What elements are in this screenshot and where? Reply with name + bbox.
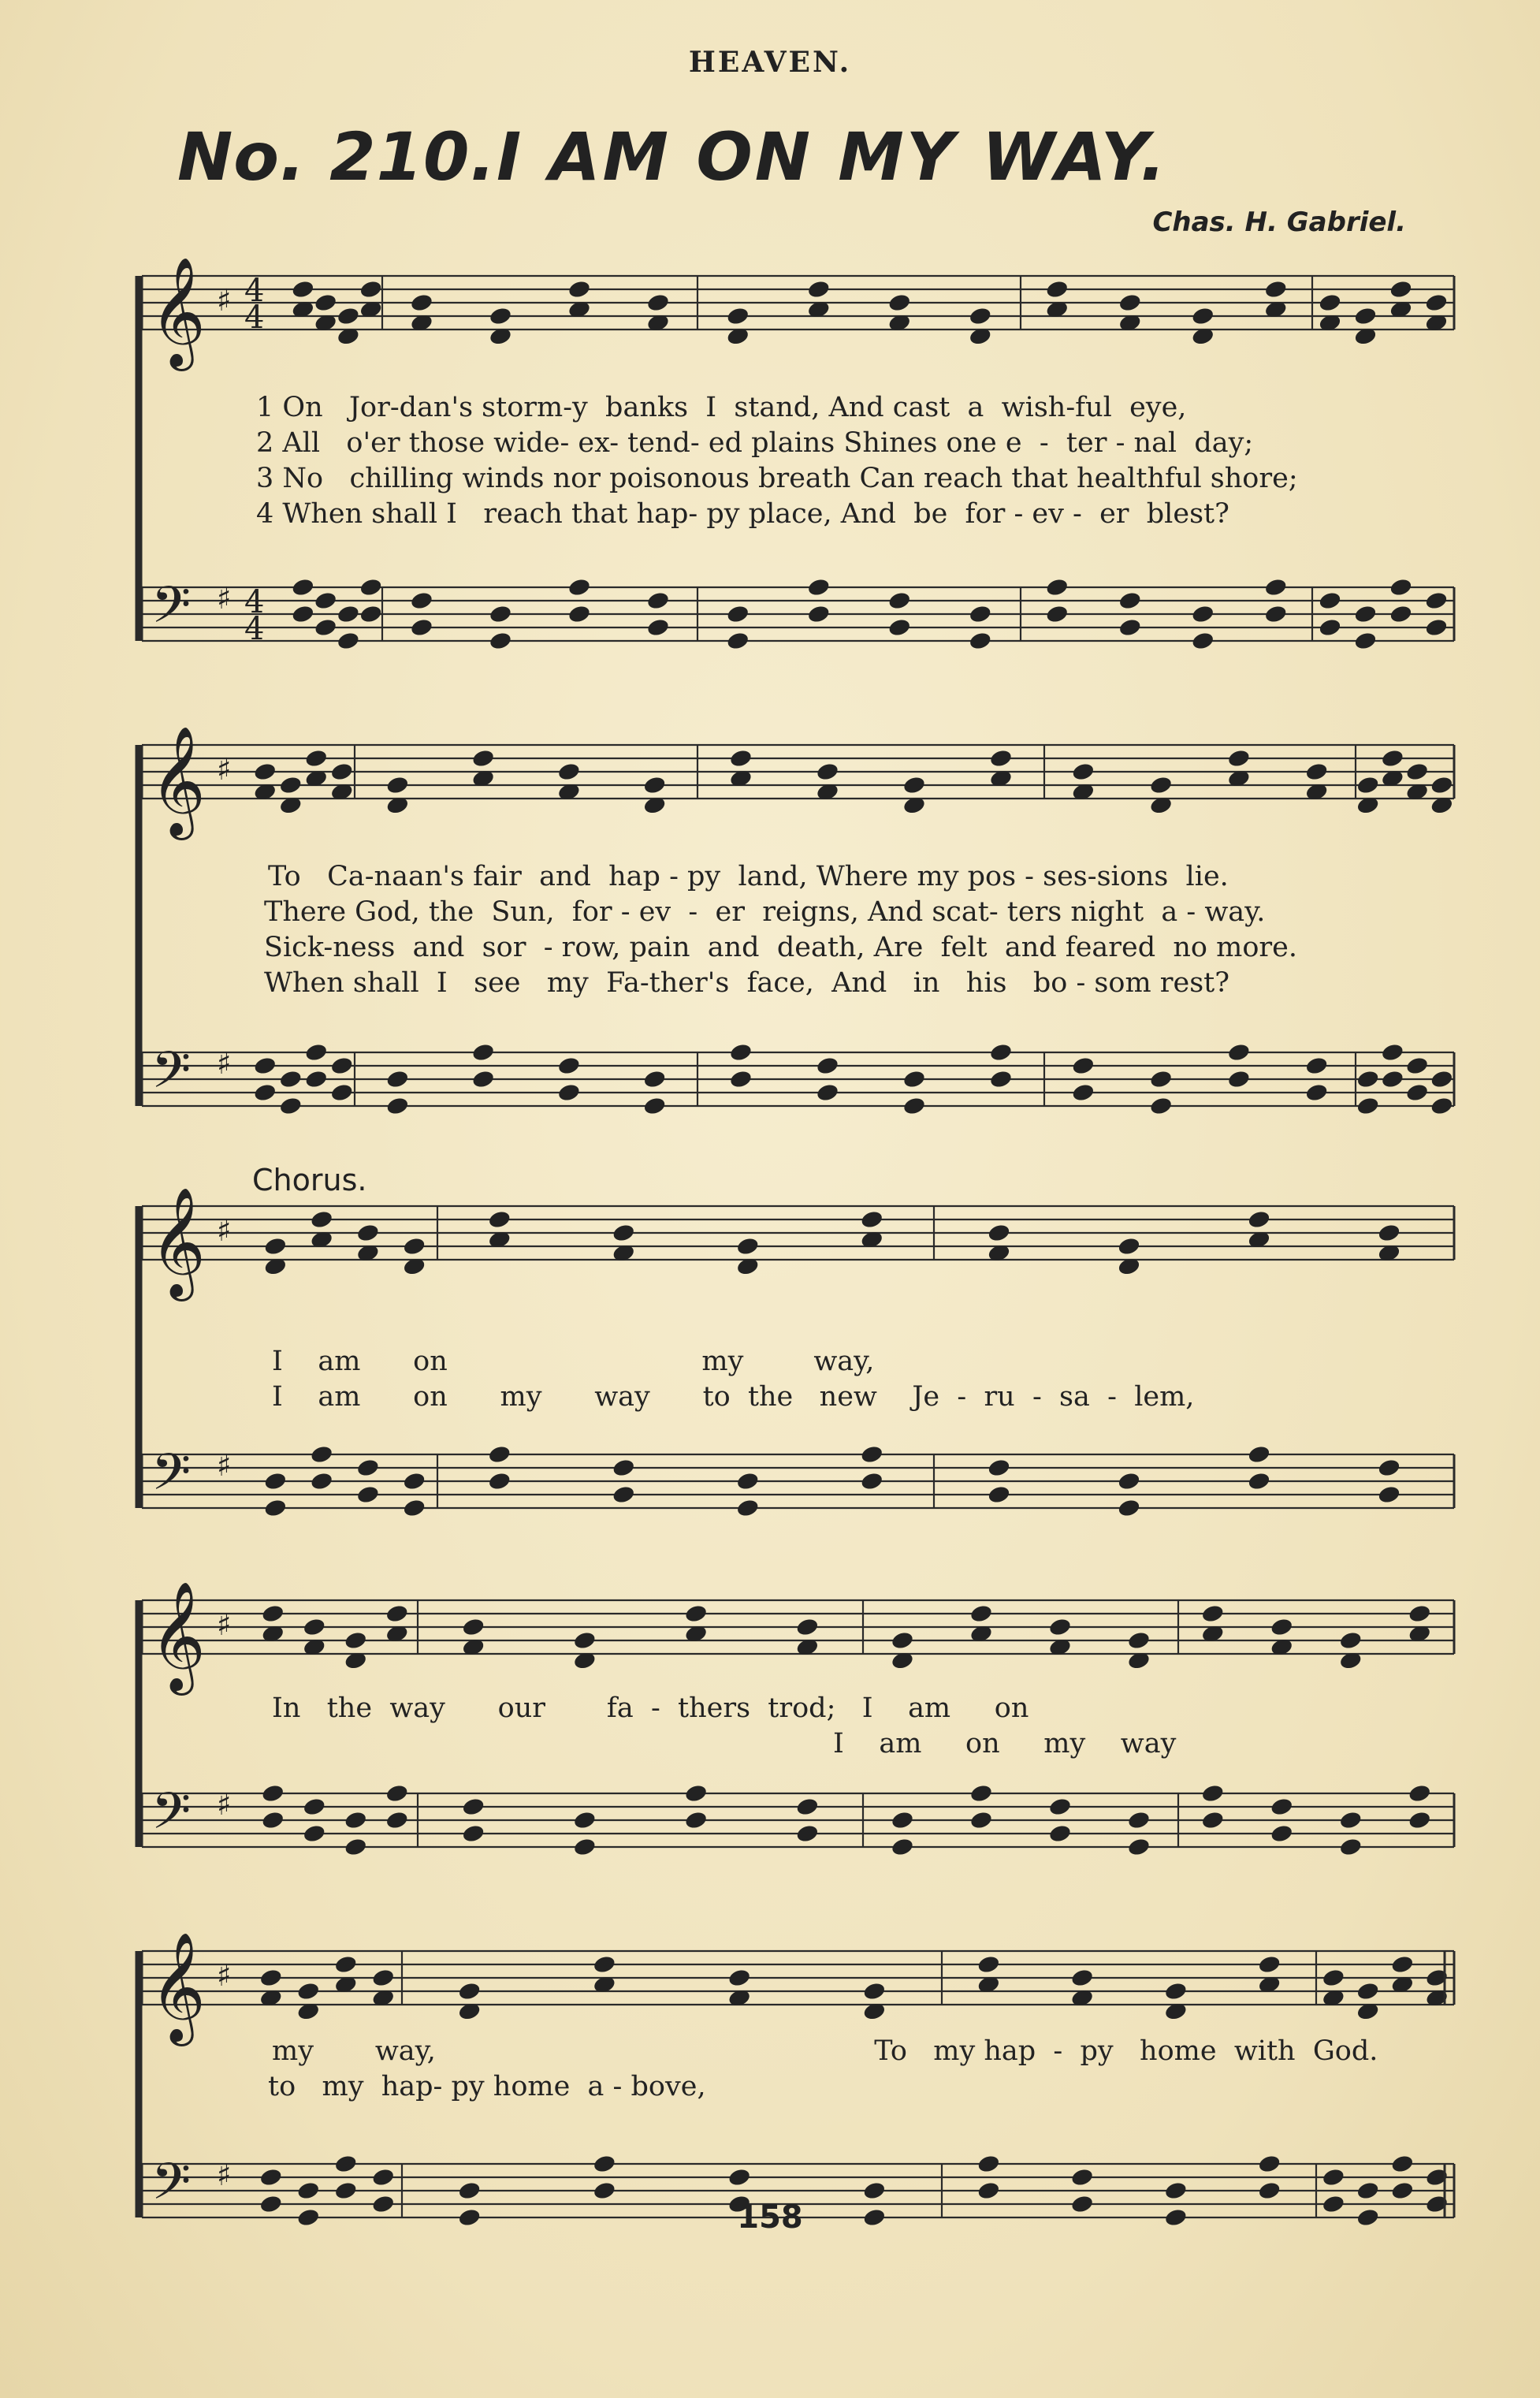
note-head [471, 1069, 496, 1089]
note-head [1117, 1236, 1141, 1257]
note-head [461, 1617, 485, 1637]
note-head [471, 1042, 496, 1063]
note-head [385, 1603, 409, 1624]
note-head [1304, 1056, 1329, 1076]
note-head [457, 1981, 482, 2001]
note-head [806, 577, 831, 598]
note-head [1247, 1471, 1271, 1491]
note-head [860, 1444, 884, 1465]
note-head [1118, 292, 1142, 313]
note-head [684, 1783, 709, 1804]
chorus-line-3-melody: my way, To my hap - py home with God. [272, 2035, 1378, 2067]
note-head [314, 590, 338, 611]
note-head [1164, 2180, 1188, 2201]
note-head [356, 1223, 381, 1243]
note-head [612, 1458, 636, 1478]
note-head [489, 631, 513, 651]
note-head [402, 1471, 426, 1491]
note-head [1191, 306, 1215, 326]
note-head [1127, 1837, 1151, 1857]
note-head [1338, 1630, 1363, 1651]
note-head [593, 2180, 617, 2201]
note-head [1408, 1603, 1432, 1624]
note-head [371, 1968, 396, 1988]
note-head [1405, 761, 1430, 782]
note-head [1270, 1617, 1294, 1637]
note-head [795, 1617, 820, 1637]
note-head [329, 761, 354, 782]
note-head [816, 1056, 840, 1076]
note-head [1430, 775, 1454, 795]
note-head [968, 604, 992, 624]
note-head [593, 2154, 617, 2174]
note-head [795, 1823, 820, 1844]
note-head [969, 1783, 994, 1804]
note-head [487, 1209, 511, 1230]
note-head [1117, 1471, 1141, 1491]
note-head [684, 1603, 709, 1624]
note-head [291, 279, 315, 300]
note-head [816, 1082, 840, 1103]
note-head [1070, 1968, 1095, 1988]
treble-clef: 𝄞 [150, 1581, 206, 1691]
note-head [253, 1056, 277, 1076]
verse-3-line-2: Sick-ness and sor - row, pain and death, Are felt and feared no more. [264, 932, 1297, 963]
note-head [612, 1484, 636, 1505]
note-head [263, 1236, 288, 1257]
note-head [402, 1498, 426, 1518]
note-head [296, 2180, 321, 2201]
note-head [1118, 617, 1142, 638]
note-head [333, 2154, 358, 2174]
note-head [1405, 1082, 1430, 1103]
note-head [1424, 292, 1449, 313]
note-head [902, 775, 927, 795]
note-head [1270, 1823, 1294, 1844]
note-head [1377, 1223, 1401, 1243]
note-head [902, 1069, 927, 1089]
note-head [557, 1056, 582, 1076]
note-head [457, 2180, 482, 2201]
note-head [642, 1096, 667, 1116]
note-head [1227, 1069, 1252, 1089]
treble-clef: 𝄞 [150, 726, 206, 836]
note-head [1227, 1042, 1252, 1063]
key-sharp: ♯ [217, 1787, 232, 1822]
note-head [461, 1823, 485, 1844]
note-head [304, 748, 329, 769]
note-head [356, 1458, 381, 1478]
note-head [1304, 1082, 1329, 1103]
note-head [371, 2167, 396, 2188]
note-head [1247, 1209, 1271, 1230]
note-head [557, 761, 582, 782]
note-head [278, 775, 303, 795]
note-head [337, 306, 361, 326]
note-head [1117, 1498, 1141, 1518]
verse-4-line-1: 4 When shall I reach that hap- py place, And be for - ev - er blest? [256, 498, 1229, 530]
note-head [1048, 1797, 1073, 1817]
note-head [989, 748, 1014, 769]
note-head [1356, 1069, 1380, 1089]
note-head [1045, 279, 1069, 300]
bass-clef: 𝄢 [151, 576, 192, 647]
note-head [302, 1823, 326, 1844]
note-head [302, 1617, 326, 1637]
note-head [410, 590, 434, 611]
note-head [310, 1209, 334, 1230]
note-head [1149, 1096, 1174, 1116]
note-head [1381, 1069, 1405, 1089]
note-head [489, 604, 513, 624]
note-head [987, 1223, 1011, 1243]
note-head [646, 292, 671, 313]
note-head [726, 604, 750, 624]
note-head [968, 631, 992, 651]
note-head [1164, 1981, 1188, 2001]
note-head [291, 604, 315, 624]
note-head [860, 1209, 884, 1230]
note-head [1200, 1603, 1225, 1624]
bass-clef: 𝄢 [151, 1443, 192, 1514]
note-head [402, 1236, 426, 1257]
note-head [1381, 748, 1405, 769]
note-head [385, 775, 410, 795]
note-head [259, 2167, 283, 2188]
note-head [263, 1498, 288, 1518]
note-head [344, 1630, 368, 1651]
note-head [1191, 631, 1215, 651]
note-head [410, 617, 434, 638]
note-head [729, 1069, 753, 1089]
note-head [1071, 1082, 1095, 1103]
note-head [1127, 1810, 1151, 1830]
note-head [1149, 775, 1174, 795]
note-head [976, 1954, 1001, 1975]
note-head [253, 761, 277, 782]
key-sharp: ♯ [217, 1448, 232, 1483]
note-head [1430, 1096, 1454, 1116]
note-head [1353, 306, 1378, 326]
note-head [646, 590, 671, 611]
note-head [1377, 1458, 1401, 1478]
note-head [862, 2180, 887, 2201]
note-head [642, 1069, 667, 1089]
note-head [887, 590, 912, 611]
note-head [489, 306, 513, 326]
bass-clef: 𝄢 [151, 2153, 192, 2224]
note-head [1045, 604, 1069, 624]
note-head [1270, 1797, 1294, 1817]
note-head [1318, 617, 1342, 638]
note-head [1424, 590, 1449, 611]
note-head [684, 1810, 709, 1830]
note-head [296, 1981, 321, 2001]
note-head [567, 577, 592, 598]
note-head [573, 1630, 597, 1651]
note-head [902, 1096, 927, 1116]
note-head [1405, 1056, 1430, 1076]
note-head [1071, 761, 1095, 782]
note-head [259, 1968, 283, 1988]
note-head [1257, 2180, 1281, 2201]
note-head [860, 1471, 884, 1491]
note-head [1408, 1810, 1432, 1830]
note-head [291, 577, 315, 598]
note-head [976, 2154, 1001, 2174]
key-sharp: ♯ [217, 1958, 232, 1993]
note-head [1389, 577, 1413, 598]
note-head [261, 1783, 285, 1804]
note-head [727, 2167, 752, 2188]
note-head [1127, 1630, 1151, 1651]
note-head [487, 1444, 511, 1465]
note-head [891, 1837, 915, 1857]
note-head [1389, 604, 1413, 624]
note-head [385, 1783, 409, 1804]
note-head [1191, 604, 1215, 624]
chorus-line-1-melody: I am on my way, [272, 1346, 875, 1377]
note-head [1200, 1783, 1225, 1804]
note-head [969, 1603, 994, 1624]
note-head [1356, 775, 1380, 795]
note-head [471, 748, 496, 769]
note-head [261, 1810, 285, 1830]
note-head [612, 1223, 636, 1243]
note-head [727, 1968, 752, 1988]
note-head [461, 1797, 485, 1817]
note-head [573, 1837, 597, 1857]
key-sharp: ♯ [217, 1607, 232, 1642]
note-head [816, 761, 840, 782]
note-head [1304, 761, 1329, 782]
note-head [333, 2180, 358, 2201]
note-head [487, 1471, 511, 1491]
note-head [1318, 292, 1342, 313]
note-head [314, 292, 338, 313]
note-head [304, 1069, 329, 1089]
note-head [726, 631, 750, 651]
note-head [976, 2180, 1001, 2201]
note-head [1149, 1069, 1174, 1089]
chorus-line-3-echo: to my hap- py home a - bove, [268, 2071, 706, 2102]
verse-1-line-1: 1 On Jor-dan's storm-y banks I stand, And cast a wish-ful eye, [256, 392, 1187, 423]
note-head [1200, 1810, 1225, 1830]
note-head [344, 1837, 368, 1857]
chorus-line-1-echo: I am on my way to the new Je - ru - sa - lem, [272, 1381, 1195, 1413]
note-head [278, 1096, 303, 1116]
note-head [1338, 1837, 1363, 1857]
note-head [1227, 748, 1252, 769]
note-head [1071, 1056, 1095, 1076]
note-head [1390, 2180, 1415, 2201]
note-head [1389, 279, 1413, 300]
key-sharp: ♯ [217, 283, 232, 318]
note-head [593, 1954, 617, 1975]
note-head [310, 1444, 334, 1465]
verse-1-line-2: To Ca-naan's fair and hap - py land, Where my pos - ses-sions lie. [268, 861, 1229, 892]
time-signature-bottom: 4 [244, 300, 265, 336]
note-head [253, 1082, 277, 1103]
page-number: 158 [737, 2199, 803, 2236]
section-title: HEAVEN. [688, 46, 852, 79]
note-head [1353, 604, 1378, 624]
bass-clef: 𝄢 [151, 1782, 192, 1853]
note-head [385, 1096, 410, 1116]
note-head [385, 1810, 409, 1830]
note-head [1408, 1783, 1432, 1804]
note-head [344, 1810, 368, 1830]
note-head [567, 604, 592, 624]
time-signature-bottom: 4 [244, 611, 265, 647]
bass-clef: 𝄢 [151, 1041, 192, 1112]
key-sharp: ♯ [217, 1046, 232, 1081]
note-head [278, 1069, 303, 1089]
note-head [567, 279, 592, 300]
note-head [1045, 577, 1069, 598]
verse-3-line-1: 3 No chilling winds nor poisonous breath Can reach that healthful shore; [256, 463, 1298, 494]
note-head [726, 306, 750, 326]
note-head [310, 1471, 334, 1491]
note-head [729, 748, 753, 769]
note-head [1424, 617, 1449, 638]
note-head [1356, 2180, 1380, 2201]
note-head [989, 1069, 1014, 1089]
note-head [314, 617, 338, 638]
note-head [557, 1082, 582, 1103]
note-head [646, 617, 671, 638]
note-head [729, 1042, 753, 1063]
treble-clef: 𝄞 [150, 1932, 206, 2042]
note-head [1390, 2154, 1415, 2174]
note-head [1048, 1617, 1073, 1637]
composer-credit: Chas. H. Gabriel. [1152, 207, 1406, 238]
treble-clef: 𝄞 [150, 257, 206, 367]
time-signature-top: 4 [244, 584, 265, 620]
note-head [806, 279, 831, 300]
verse-2-line-2: There God, the Sun, for - ev - er reigns, And scat- ters night a - way. [264, 896, 1266, 928]
verse-4-line-2: When shall I see my Fa-ther's face, And in his bo - som rest? [264, 967, 1229, 999]
note-head [887, 617, 912, 638]
chorus-label: Chorus. [252, 1163, 367, 1197]
note-head [359, 279, 383, 300]
note-head [989, 1042, 1014, 1063]
verse-2-line-1: 2 All o'er those wide- ex- tend- ed plains Shines one e - ter - nal day; [256, 427, 1254, 459]
note-head [261, 1603, 285, 1624]
note-head [333, 1954, 358, 1975]
hymn-number: No. 210. [177, 118, 497, 195]
note-head [891, 1630, 915, 1651]
note-head [1353, 631, 1378, 651]
chorus-line-2-echo: I am on my way [272, 1728, 1177, 1759]
note-head [735, 1471, 760, 1491]
note-head [795, 1797, 820, 1817]
note-head [263, 1471, 288, 1491]
key-sharp: ♯ [217, 581, 232, 616]
note-head [1430, 1069, 1454, 1089]
note-head [968, 306, 992, 326]
note-head [1356, 1096, 1380, 1116]
note-head [304, 1042, 329, 1063]
note-head [1048, 1823, 1073, 1844]
note-head [1263, 279, 1288, 300]
note-head [1118, 590, 1142, 611]
note-head [969, 1810, 994, 1830]
note-head [1318, 590, 1342, 611]
note-head [987, 1458, 1011, 1478]
note-head [1257, 1954, 1281, 1975]
note-head [987, 1484, 1011, 1505]
note-head [385, 1069, 410, 1089]
hymn-title: I AM ON MY WAY. [497, 118, 1168, 195]
key-sharp: ♯ [217, 2158, 232, 2192]
note-head [1257, 2154, 1281, 2174]
time-signature-top: 4 [244, 273, 265, 309]
note-head [573, 1810, 597, 1830]
note-head [806, 604, 831, 624]
note-head [329, 1056, 354, 1076]
note-head [356, 1484, 381, 1505]
note-head [862, 1981, 887, 2001]
note-head [891, 1810, 915, 1830]
note-head [735, 1236, 760, 1257]
note-head [329, 1082, 354, 1103]
note-head [1322, 2167, 1346, 2188]
note-head [1263, 604, 1288, 624]
note-head [1381, 1042, 1405, 1063]
note-head [1263, 577, 1288, 598]
note-head [735, 1498, 760, 1518]
note-head [1390, 1954, 1415, 1975]
note-head [1322, 1968, 1346, 1988]
key-sharp: ♯ [217, 752, 232, 787]
note-head [359, 577, 383, 598]
note-head [642, 775, 667, 795]
note-head [337, 604, 361, 624]
key-sharp: ♯ [217, 1213, 232, 1248]
note-head [359, 604, 383, 624]
note-head [887, 292, 912, 313]
note-head [1070, 2167, 1095, 2188]
note-head [302, 1797, 326, 1817]
note-head [337, 631, 361, 651]
note-head [1356, 1981, 1380, 2001]
note-head [1377, 1484, 1401, 1505]
chorus-line-2-melody: In the way our fa - thers trod; I am on [272, 1692, 1029, 1724]
note-head [410, 292, 434, 313]
treble-clef: 𝄞 [150, 1187, 206, 1297]
note-head [1338, 1810, 1363, 1830]
note-head [1247, 1444, 1271, 1465]
